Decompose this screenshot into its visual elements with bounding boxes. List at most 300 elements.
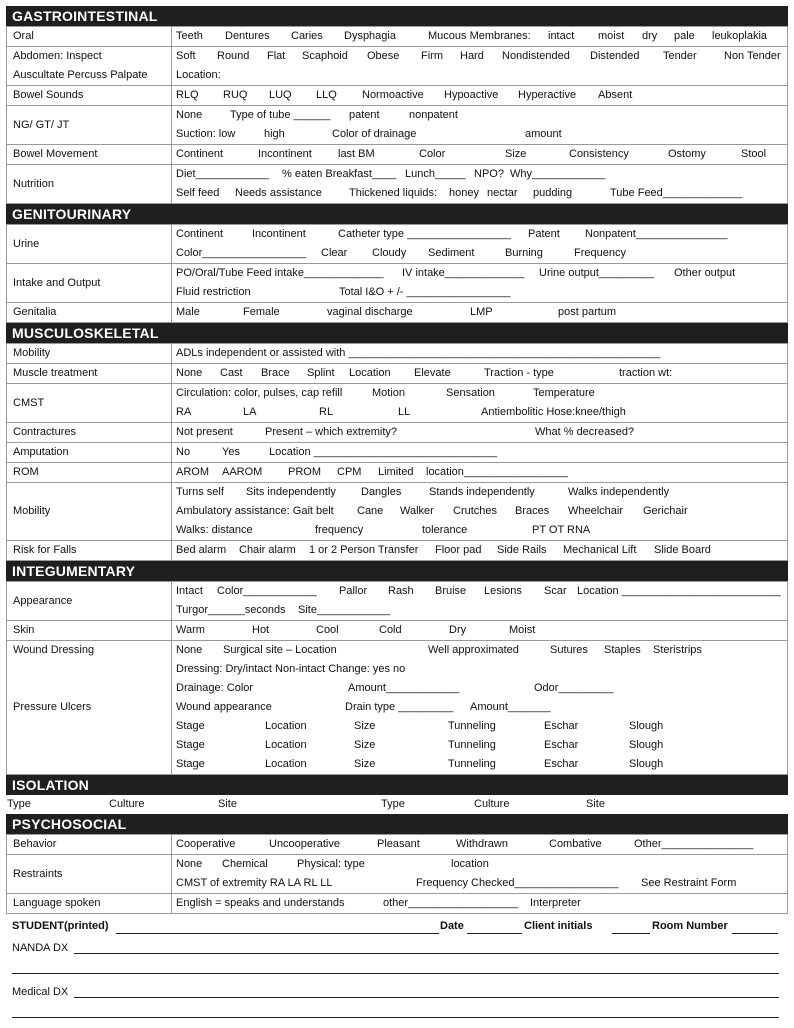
row-label-line xyxy=(13,755,171,774)
option-caries[interactable]: Caries xyxy=(291,30,323,42)
option-continent[interactable]: Continent xyxy=(176,148,224,160)
option-line xyxy=(172,621,787,640)
option-line xyxy=(172,364,787,383)
option-normoactive[interactable]: Normoactive xyxy=(362,89,424,101)
option-chair-alarm[interactable]: Chair alarm xyxy=(239,544,296,556)
row-options xyxy=(172,344,788,364)
row-label xyxy=(7,855,172,894)
option-size[interactable]: Size xyxy=(354,758,376,770)
option-tender[interactable]: Tender xyxy=(663,50,697,62)
option-warm[interactable]: Warm xyxy=(176,624,205,636)
option-uncooperative[interactable]: Uncooperative xyxy=(269,838,340,850)
option-dry[interactable]: Dry xyxy=(449,624,467,636)
row-options xyxy=(172,27,788,47)
option-obese[interactable]: Obese xyxy=(367,50,400,62)
option-other[interactable]: other__________________ xyxy=(383,897,519,909)
option-vaginal-discharge[interactable]: vaginal discharge xyxy=(327,306,413,318)
row-label-line: Behavior xyxy=(13,838,57,850)
option-nondistended[interactable]: Nondistended xyxy=(502,50,570,62)
option-burning[interactable]: Burning xyxy=(505,247,543,259)
option-splint[interactable]: Splint xyxy=(307,367,335,379)
option-no[interactable]: No xyxy=(176,446,191,458)
option-ostomy[interactable]: Ostomy xyxy=(668,148,706,160)
option-mucous-membranes[interactable]: Mucous Membranes: xyxy=(428,30,531,42)
option-line xyxy=(172,855,787,874)
option-pleasant[interactable]: Pleasant xyxy=(377,838,420,850)
option-po-oral-tube-feed-intake[interactable]: PO/Oral/Tube Feed intake_____________ xyxy=(176,267,384,279)
option-rl[interactable]: RL xyxy=(319,406,334,418)
option-ambulatory-assistance-gait-belt[interactable]: Ambulatory assistance: Gait belt xyxy=(176,505,334,517)
row-options xyxy=(172,582,788,621)
option-elevate[interactable]: Elevate xyxy=(414,367,451,379)
option-drain-type[interactable]: Drain type _________ xyxy=(345,701,454,713)
option-flat[interactable]: Flat xyxy=(267,50,286,62)
option-last-bm[interactable]: last BM xyxy=(338,148,375,160)
isolation-field-culture[interactable]: Culture xyxy=(109,798,145,810)
option-line xyxy=(172,47,787,66)
isolation-field-type[interactable]: Type xyxy=(7,798,31,810)
option-turgor-seconds[interactable]: Turgor______seconds xyxy=(176,604,286,616)
option-type-of-tube[interactable]: Type of tube ______ xyxy=(230,109,331,121)
row-label-line: NG/ GT/ JT xyxy=(13,118,70,131)
row-label-line: Auscultate Percuss Palpate xyxy=(13,69,148,81)
option-stage[interactable]: Stage xyxy=(176,720,205,732)
option-what-decreased[interactable]: What % decreased? xyxy=(535,426,635,438)
row-label xyxy=(7,86,172,106)
option-npo[interactable]: NPO? xyxy=(474,168,504,180)
option-odor[interactable]: Odor_________ xyxy=(534,682,614,694)
option-other[interactable]: Other_______________ xyxy=(634,838,754,850)
option-line xyxy=(172,384,787,403)
option-side-rails[interactable]: Side Rails xyxy=(497,544,547,556)
row-label xyxy=(7,463,172,483)
option-nonpatent[interactable]: Nonpatent_______________ xyxy=(585,228,728,240)
option-line xyxy=(172,443,787,462)
option-1-or-2-person-transfer[interactable]: 1 or 2 Person Transfer xyxy=(309,544,419,556)
option-lunch[interactable]: Lunch_____ xyxy=(405,168,466,180)
option-bed-alarm[interactable]: Bed alarm xyxy=(176,544,227,556)
option-leukoplakia[interactable]: leukoplakia xyxy=(712,30,768,42)
option-teeth[interactable]: Teeth xyxy=(176,30,203,42)
option-frequency-checked[interactable]: Frequency Checked_________________ xyxy=(416,877,619,889)
option-none[interactable]: None xyxy=(176,858,203,870)
option-amount[interactable]: Amount_______ xyxy=(470,701,551,713)
option-frequency[interactable]: frequency xyxy=(315,524,364,536)
form-row xyxy=(7,541,788,561)
option-adls-independent-or-assisted-with[interactable]: ADLs independent or assisted with ___________________________________________________ xyxy=(176,347,661,359)
option-nonpatent[interactable]: nonpatent xyxy=(409,109,458,121)
option-pallor[interactable]: Pallor xyxy=(339,585,368,597)
option-slough[interactable]: Slough xyxy=(629,758,664,770)
option-female[interactable]: Female xyxy=(243,306,280,318)
option-gerichair[interactable]: Gerichair xyxy=(643,505,688,517)
option-ruq[interactable]: RUQ xyxy=(223,89,248,101)
option-brace[interactable]: Brace xyxy=(261,367,290,379)
option-scar[interactable]: Scar xyxy=(544,585,567,597)
section-table-musculoskeletal xyxy=(6,343,788,561)
option-present-which-extremity[interactable]: Present – which extremity? xyxy=(265,426,398,438)
option-luq[interactable]: LUQ xyxy=(269,89,292,101)
client-initials-field[interactable] xyxy=(612,933,650,934)
isolation-field-site[interactable]: Site xyxy=(586,798,605,810)
option-staples[interactable]: Staples xyxy=(604,644,641,656)
option-hypoactive[interactable]: Hypoactive xyxy=(444,89,499,101)
option-location[interactable]: Location: xyxy=(176,69,221,81)
row-label-line: Skin xyxy=(13,624,35,636)
option-line xyxy=(172,541,787,560)
form-row xyxy=(7,463,788,483)
option-intact[interactable]: intact xyxy=(548,30,575,42)
option-see-restraint-form[interactable]: See Restraint Form xyxy=(641,877,737,889)
row-label-line: Amputation xyxy=(13,446,69,458)
option-diet[interactable]: Diet____________ xyxy=(176,168,269,180)
option-line xyxy=(172,641,787,660)
option-dysphagia[interactable]: Dysphagia xyxy=(344,30,396,42)
option-antiembolitic-hose-knee-thigh[interactable]: Antiembolitic Hose:knee/thigh xyxy=(481,406,626,418)
option-none[interactable]: None xyxy=(176,644,203,656)
isolation-field-site[interactable]: Site xyxy=(218,798,237,810)
option-circulation-color-pulses-cap-refill[interactable]: Circulation: color, pulses, cap refill xyxy=(176,387,343,399)
option-continent[interactable]: Continent xyxy=(176,228,224,240)
option-incontinent[interactable]: Incontinent xyxy=(258,148,312,160)
form-row xyxy=(7,384,788,423)
row-options xyxy=(172,106,788,145)
option-other-output[interactable]: Other output xyxy=(674,267,736,279)
option-sensation[interactable]: Sensation xyxy=(446,387,495,399)
row-label xyxy=(7,483,172,541)
option-line xyxy=(172,463,787,482)
option-pale[interactable]: pale xyxy=(674,30,695,42)
date-label: Date xyxy=(440,920,464,932)
option-la[interactable]: LA xyxy=(243,406,257,418)
option-intact[interactable]: Intact xyxy=(176,585,203,597)
row-options xyxy=(172,443,788,463)
option-llq[interactable]: LLQ xyxy=(316,89,337,101)
option-line xyxy=(172,344,787,363)
option-tunneling[interactable]: Tunneling xyxy=(448,720,496,732)
option-hot[interactable]: Hot xyxy=(252,624,270,636)
option-size[interactable]: Size xyxy=(505,148,527,160)
option-line xyxy=(172,423,787,442)
option-ra[interactable]: RA xyxy=(176,406,192,418)
option-location[interactable]: Location xyxy=(349,367,391,379)
option-urine-output[interactable]: Urine output_________ xyxy=(539,267,654,279)
option-round[interactable]: Round xyxy=(217,50,250,62)
option-line xyxy=(172,106,787,125)
option-tunneling[interactable]: Tunneling xyxy=(448,739,496,751)
option-stool[interactable]: Stool xyxy=(741,148,767,160)
option-line xyxy=(172,184,787,203)
student-name-field[interactable] xyxy=(116,933,439,934)
option-amount[interactable]: Amount____________ xyxy=(348,682,460,694)
option-pudding[interactable]: pudding xyxy=(533,187,573,199)
row-label-line: Risk for Falls xyxy=(13,544,77,556)
option-tunneling[interactable]: Tunneling xyxy=(448,758,496,770)
option-line xyxy=(172,125,787,144)
room-number-field[interactable] xyxy=(732,933,778,934)
option-interpreter[interactable]: Interpreter xyxy=(530,897,581,909)
option-braces[interactable]: Braces xyxy=(515,505,550,517)
form-row xyxy=(7,621,788,641)
option-wheelchair[interactable]: Wheelchair xyxy=(568,505,624,517)
option-physical-type[interactable]: Physical: type xyxy=(297,858,365,870)
option-clear[interactable]: Clear xyxy=(321,247,348,259)
isolation-row xyxy=(6,795,788,814)
option-line xyxy=(172,165,787,184)
date-field[interactable] xyxy=(467,933,522,934)
option-color-of-drainage[interactable]: Color of drainage xyxy=(332,128,417,140)
student-label: STUDENT(printed) xyxy=(12,920,109,932)
row-label xyxy=(7,47,172,86)
option-chemical[interactable]: Chemical xyxy=(222,858,268,870)
option-floor-pad[interactable]: Floor pad xyxy=(435,544,482,556)
option-cast[interactable]: Cast xyxy=(220,367,243,379)
option-wound-appearance[interactable]: Wound appearance xyxy=(176,701,272,713)
option-cane[interactable]: Cane xyxy=(357,505,384,517)
option-bruise[interactable]: Bruise xyxy=(435,585,467,597)
row-label-line: Appearance xyxy=(13,594,73,607)
isolation-field-type[interactable]: Type xyxy=(381,798,405,810)
option-traction-wt[interactable]: traction wt: xyxy=(619,367,673,379)
option-arom[interactable]: AROM xyxy=(176,466,209,478)
option-well-approximated[interactable]: Well approximated xyxy=(428,644,519,656)
option-line xyxy=(172,27,787,46)
row-label-line xyxy=(13,736,171,755)
option-total-i-o[interactable]: Total I&O + /- _________________ xyxy=(339,286,511,298)
option-cmst-of-extremity-ra-la-rl-ll[interactable]: CMST of extremity RA LA RL LL xyxy=(176,877,333,889)
option-site[interactable]: Site____________ xyxy=(298,604,391,616)
option-line xyxy=(172,521,787,540)
option-aarom[interactable]: AAROM xyxy=(222,466,263,478)
option-patent[interactable]: Patent xyxy=(528,228,560,240)
option-line xyxy=(172,894,787,913)
option-moist[interactable]: Moist xyxy=(509,624,536,636)
option-not-present[interactable]: Not present xyxy=(176,426,233,438)
option-temperature[interactable]: Temperature xyxy=(533,387,595,399)
row-label-line: Contractures xyxy=(13,426,76,438)
option-cooperative[interactable]: Cooperative xyxy=(176,838,236,850)
option-consistency[interactable]: Consistency xyxy=(569,148,629,160)
option-sediment[interactable]: Sediment xyxy=(428,247,475,259)
option-color[interactable]: Color xyxy=(419,148,446,160)
footer-signature-area xyxy=(12,916,782,1026)
row-label-line xyxy=(13,679,171,698)
option-crutches[interactable]: Crutches xyxy=(453,505,498,517)
option-nectar[interactable]: nectar xyxy=(487,187,518,199)
option-drainage-color[interactable]: Drainage: Color xyxy=(176,682,254,694)
option-prom[interactable]: PROM xyxy=(288,466,321,478)
option-stage[interactable]: Stage xyxy=(176,739,205,751)
option-moist[interactable]: moist xyxy=(598,30,625,42)
medical-dx-field-continued[interactable] xyxy=(12,1017,779,1018)
option-rash[interactable]: Rash xyxy=(388,585,414,597)
option-motion[interactable]: Motion xyxy=(372,387,406,399)
option-stands-independently[interactable]: Stands independently xyxy=(429,486,535,498)
option-tolerance[interactable]: tolerance xyxy=(422,524,468,536)
row-label xyxy=(7,443,172,463)
nanda-dx-field-continued[interactable] xyxy=(12,973,779,974)
option-dangles[interactable]: Dangles xyxy=(361,486,402,498)
section-header-genitourinary: GENITOURINARY xyxy=(6,204,788,224)
option-honey[interactable]: honey xyxy=(449,187,479,199)
row-options xyxy=(172,855,788,894)
option-male[interactable]: Male xyxy=(176,306,200,318)
medical-dx-field[interactable] xyxy=(74,997,779,998)
option-scaphoid[interactable]: Scaphoid xyxy=(302,50,348,62)
form-row xyxy=(7,27,788,47)
option-rlq[interactable]: RLQ xyxy=(176,89,199,101)
option-line xyxy=(172,717,787,736)
section-header-isolation: ISOLATION xyxy=(6,775,788,795)
form-row xyxy=(7,86,788,106)
option-line xyxy=(172,264,787,283)
option-suction-low[interactable]: Suction: low xyxy=(176,128,236,140)
option-amount[interactable]: amount xyxy=(525,128,562,140)
option-location[interactable]: Location xyxy=(265,758,307,770)
option-line xyxy=(172,66,787,85)
row-label xyxy=(7,165,172,204)
row-options xyxy=(172,225,788,264)
option-incontinent[interactable]: Incontinent xyxy=(252,228,306,240)
form-row xyxy=(7,364,788,384)
option-dry[interactable]: dry xyxy=(642,30,658,42)
section-table-genitourinary xyxy=(6,224,788,323)
row-label xyxy=(7,145,172,165)
medical-dx-label: Medical DX xyxy=(12,986,69,998)
option-sutures[interactable]: Sutures xyxy=(550,644,588,656)
option-lmp[interactable]: LMP xyxy=(470,306,493,318)
option-iv-intake[interactable]: IV intake_____________ xyxy=(402,267,525,279)
option-dressing-dry-intact-non-intact-change-yes-no[interactable]: Dressing: Dry/intact Non-intact Change: yes no xyxy=(176,663,406,675)
option-post-partum[interactable]: post partum xyxy=(558,306,617,318)
option-none[interactable]: None xyxy=(176,367,203,379)
option-sits-independently[interactable]: Sits independently xyxy=(246,486,336,498)
option-color[interactable]: Color_________________ xyxy=(176,247,307,259)
option-size[interactable]: Size xyxy=(354,720,376,732)
option-cool[interactable]: Cool xyxy=(316,624,339,636)
nanda-dx-field[interactable] xyxy=(74,953,779,954)
option-location[interactable]: Location ______________________________ xyxy=(269,446,498,458)
option-yes[interactable]: Yes xyxy=(222,446,240,458)
option-none[interactable]: None xyxy=(176,109,203,121)
option-eaten-breakfast[interactable]: % eaten Breakfast____ xyxy=(282,168,397,180)
option-location[interactable]: Location __________________________ xyxy=(577,585,781,597)
option-location[interactable]: location xyxy=(451,858,489,870)
row-label xyxy=(7,582,172,621)
option-combative[interactable]: Combative xyxy=(549,838,602,850)
option-turns-self[interactable]: Turns self xyxy=(176,486,224,498)
option-self-feed[interactable]: Self feed xyxy=(176,187,220,199)
row-options xyxy=(172,303,788,323)
section-table-integumentary xyxy=(6,581,788,775)
option-dentures[interactable]: Dentures xyxy=(225,30,270,42)
option-pt-ot-rna[interactable]: PT OT RNA xyxy=(532,524,591,536)
form-row xyxy=(7,582,788,621)
option-withdrawn[interactable]: Withdrawn xyxy=(456,838,508,850)
option-ll[interactable]: LL xyxy=(398,406,411,418)
option-cloudy[interactable]: Cloudy xyxy=(372,247,407,259)
option-steristrips[interactable]: Steristrips xyxy=(653,644,702,656)
row-label xyxy=(7,27,172,47)
option-line xyxy=(172,755,787,774)
option-fluid-restriction[interactable]: Fluid restriction xyxy=(176,286,251,298)
option-hyperactive[interactable]: Hyperactive xyxy=(518,89,577,101)
option-location[interactable]: Location xyxy=(265,720,307,732)
form-row xyxy=(7,264,788,303)
option-walks-independently[interactable]: Walks independently xyxy=(568,486,670,498)
option-frequency[interactable]: Frequency xyxy=(574,247,626,259)
row-label xyxy=(7,384,172,423)
section-header-integumentary: INTEGUMENTARY xyxy=(6,561,788,581)
option-walker[interactable]: Walker xyxy=(400,505,434,517)
option-traction-type[interactable]: Traction - type xyxy=(484,367,554,379)
option-slough[interactable]: Slough xyxy=(629,720,664,732)
row-label xyxy=(7,541,172,561)
option-location[interactable]: Location xyxy=(265,739,307,751)
option-size[interactable]: Size xyxy=(354,739,376,751)
option-high[interactable]: high xyxy=(264,128,285,140)
option-soft[interactable]: Soft xyxy=(176,50,196,62)
option-slide-board[interactable]: Slide Board xyxy=(654,544,711,556)
option-patent[interactable]: patent xyxy=(349,109,380,121)
option-line xyxy=(172,736,787,755)
option-english-speaks-and-understands[interactable]: English = speaks and understands xyxy=(176,897,345,909)
option-firm[interactable]: Firm xyxy=(421,50,443,62)
row-label xyxy=(7,423,172,443)
row-label xyxy=(7,621,172,641)
row-label xyxy=(7,641,172,775)
form-row xyxy=(7,894,788,914)
option-mechanical-lift[interactable]: Mechanical Lift xyxy=(563,544,637,556)
row-label-line xyxy=(13,660,171,679)
option-why[interactable]: Why____________ xyxy=(510,168,606,180)
row-options xyxy=(172,541,788,561)
form-row xyxy=(7,165,788,204)
row-label xyxy=(7,225,172,264)
option-cpm[interactable]: CPM xyxy=(337,466,362,478)
option-surgical-site-location[interactable]: Surgical site – Location xyxy=(223,644,337,656)
option-eschar[interactable]: Eschar xyxy=(544,739,579,751)
option-needs-assistance[interactable]: Needs assistance xyxy=(235,187,322,199)
row-options xyxy=(172,384,788,423)
option-limited[interactable]: Limited xyxy=(378,466,414,478)
option-walks-distance[interactable]: Walks: distance xyxy=(176,524,253,536)
option-catheter-type[interactable]: Catheter type _________________ xyxy=(338,228,512,240)
row-label xyxy=(7,364,172,384)
option-location[interactable]: location_________________ xyxy=(426,466,568,478)
row-label-line: CMST xyxy=(13,396,45,409)
option-thickened-liquids[interactable]: Thickened liquids: xyxy=(349,187,438,199)
row-options xyxy=(172,894,788,914)
option-color[interactable]: Color____________ xyxy=(217,585,317,597)
option-distended[interactable]: Distended xyxy=(590,50,640,62)
option-stage[interactable]: Stage xyxy=(176,758,205,770)
option-non-tender[interactable]: Non Tender xyxy=(724,50,781,62)
option-cold[interactable]: Cold xyxy=(379,624,402,636)
option-absent[interactable]: Absent xyxy=(598,89,633,101)
option-hard[interactable]: Hard xyxy=(460,50,484,62)
option-tube-feed[interactable]: Tube Feed_____________ xyxy=(610,187,743,199)
row-options xyxy=(172,364,788,384)
row-label-line: Muscle treatment xyxy=(13,367,98,379)
row-label xyxy=(7,303,172,323)
option-slough[interactable]: Slough xyxy=(629,739,664,751)
option-eschar[interactable]: Eschar xyxy=(544,720,579,732)
option-lesions[interactable]: Lesions xyxy=(484,585,522,597)
isolation-field-culture[interactable]: Culture xyxy=(474,798,510,810)
option-eschar[interactable]: Eschar xyxy=(544,758,579,770)
section-header-gastrointestinal: GASTROINTESTINAL xyxy=(6,6,788,26)
